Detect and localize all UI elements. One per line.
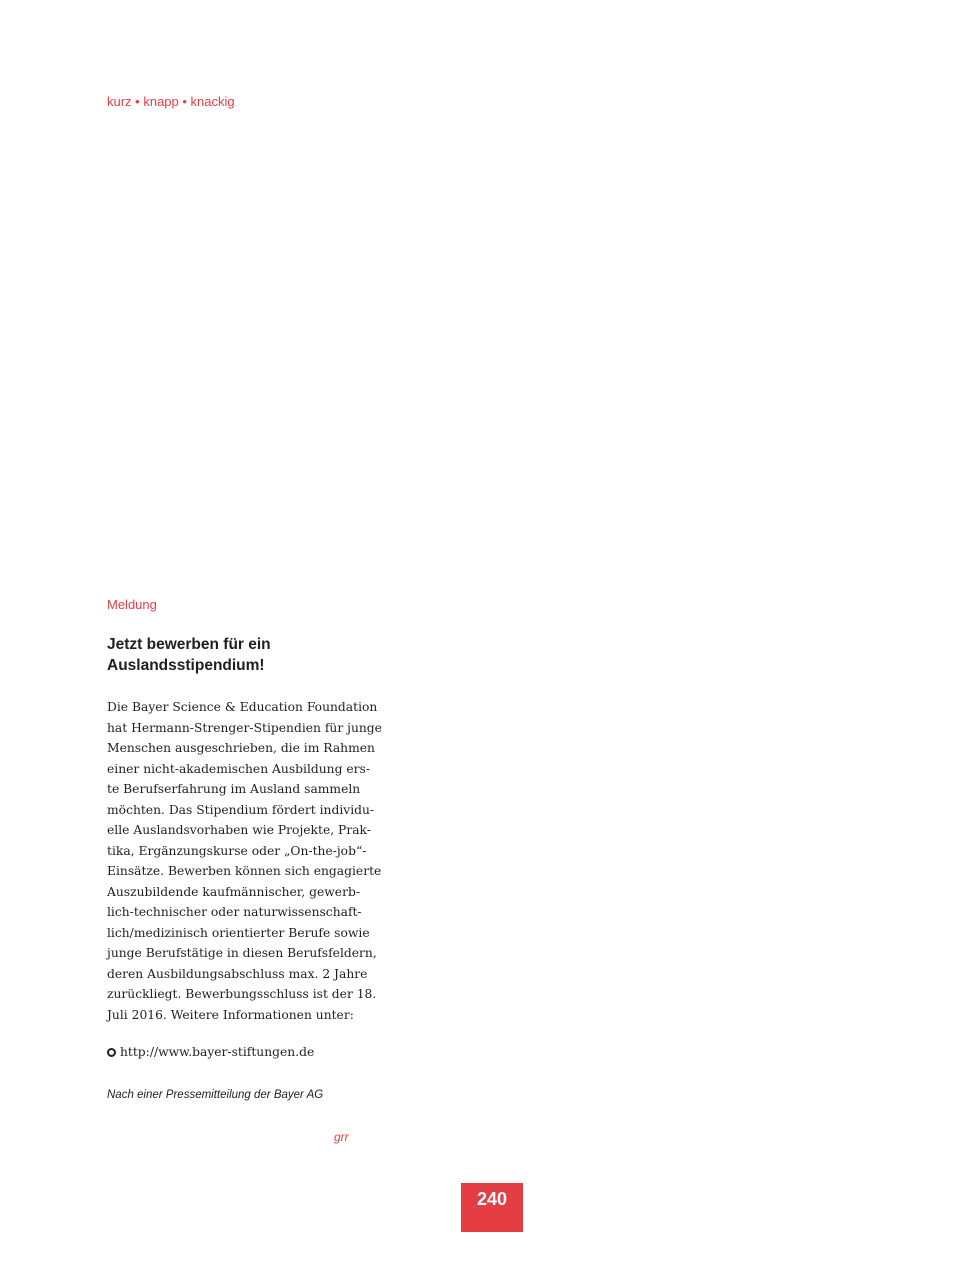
body-line: hat Hermann-Strenger-Stipendien für junge [107,720,382,735]
body-line: lich-technischer oder naturwissenschaft- [107,905,362,919]
website-link-text[interactable]: http://www.bayer-stiftungen.de [120,1045,315,1059]
bullet-circle-icon [107,1048,116,1057]
body-line: einer nicht-akademischen Ausbildung ers- [107,761,370,776]
body-line: deren Ausbildungsabschluss max. 2 Jahre [107,966,368,981]
title-line: Auslandsstipendium! [107,657,265,674]
body-line: zurückliegt. Bewerbungsschluss ist der 18. [107,987,377,1001]
author-initials: grr [334,1130,349,1144]
body-line: te Berufserfahrung im Ausland sammeln [107,782,361,796]
title-line: Jetzt bewerben für ein [107,636,271,653]
body-line: Juli 2016. Weitere Informationen unter: [107,1007,354,1022]
body-line: Die Bayer Science & Education Foundation [107,700,378,714]
body-line: tika, Ergänzungskurse oder „On-the-job“- [107,843,367,858]
article-body [107,697,382,1025]
body-line: Auszubildende kaufmännischer, gewerb- [107,884,360,899]
source-note: Nach einer Pressemitteilung der Bayer AG [107,1089,324,1101]
body-line: Menschen ausgeschrieben, die im Rahmen [107,741,375,755]
running-header: kurz • knapp • knackig [107,94,235,109]
body-line: junge Berufstätige in diesen Berufsfeldern, [107,946,377,960]
body-line: lich/medizinisch orientierter Berufe sowie [107,925,370,940]
section-label: Meldung [107,597,157,612]
page-number: 240 [461,1183,523,1232]
body-line: Einsätze. Bewerben können sich engagierte [107,864,382,878]
body-line: möchten. Das Stipendium fördert individu- [107,802,375,817]
article-title [107,634,352,676]
website-link[interactable] [107,1045,314,1059]
body-line: elle Auslandsvorhaben wie Projekte, Prak- [107,823,371,837]
